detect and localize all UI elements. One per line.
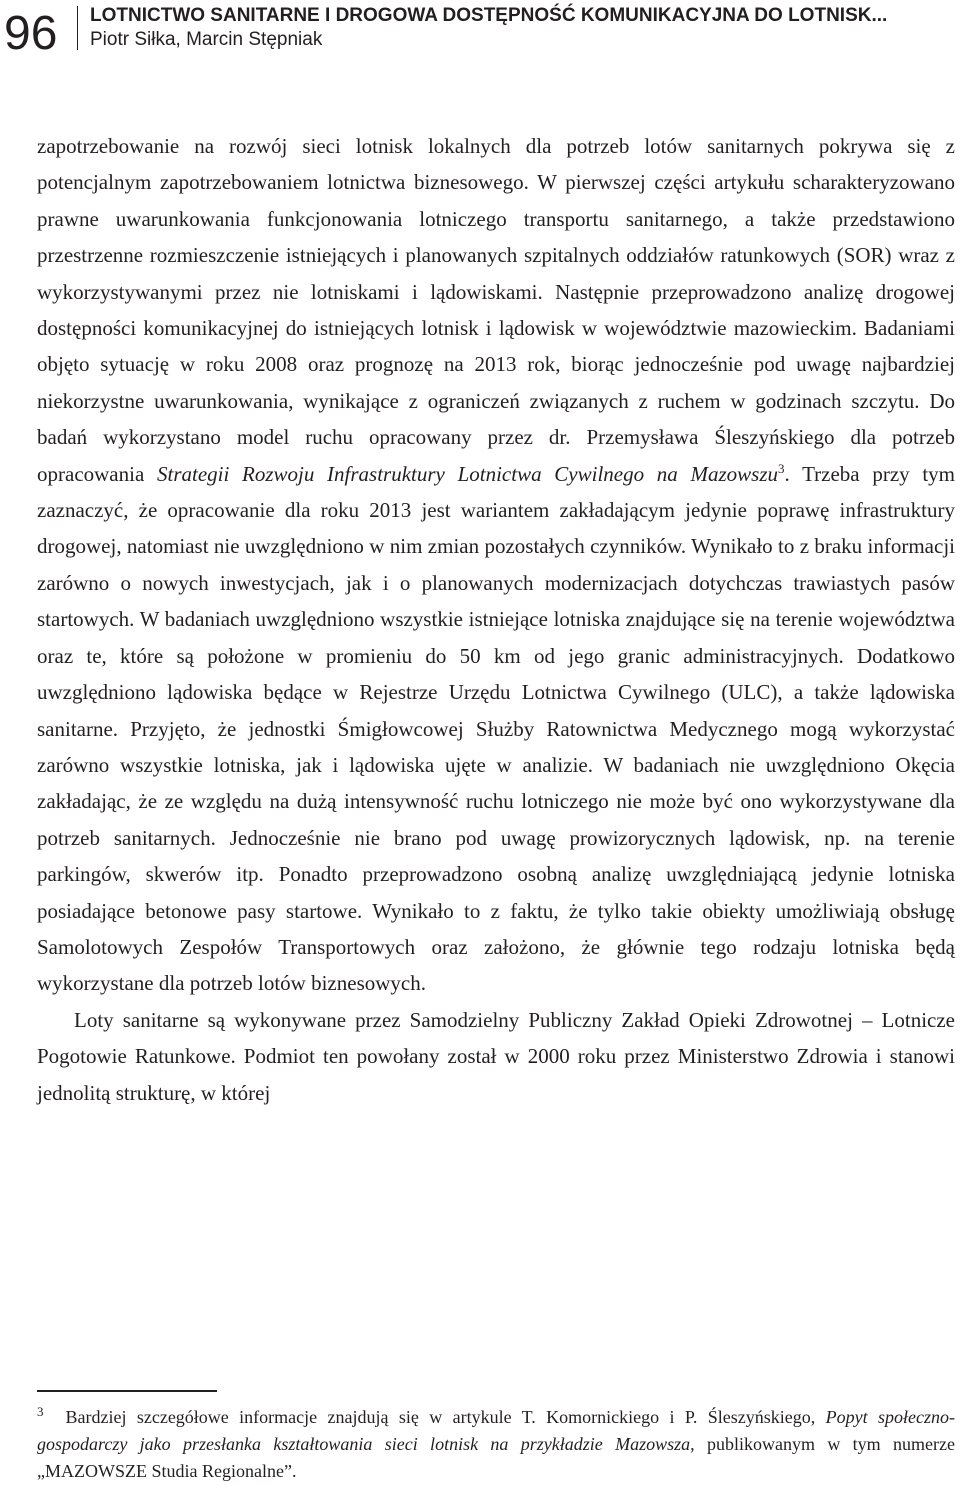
paragraph-text: W pierwszej części artykułu scharakteryzowano prawne uwarunkowania funkcjonowania lotniczego transportu sanitarnego, a także przedstawiono przestrzenne rozmieszczenie istniejących i planowanych szpitalnych oddziałów ratunkowych (SOR) wraz z wykorzystywanymi przez nie lotniskami i lądowiskami. Następnie przeprowadzono analizę drogowej dostępności komunikacyjnej do istniejących lotnisk i lądowisk w województwie mazowieckim. Badaniami objęto sytuację w roku 2008 oraz prognozę na 2013 rok, biorąc jednocześnie pod uwagę najbardziej niekorzystne uwarunkowania, wynikające z ograniczeń związanych z ruchem w godzinach szczytu. Do badań wykorzystano model ruchu opracowany przez dr. Przemysława Śleszyńskiego dla potrzeb opracowania [37,170,956,486]
footnote-text: Bardziej szczegółowe informacje znajdują się w artykule T. Komornickiego i P. Śleszyńskiego, [65,1407,816,1427]
paragraph: Loty sanitarne są wykonywane przez Samodzielny Publiczny Zakład Opieki Zdrowotnej – Lotnicze Pogotowie Ratunkowe. Podmiot ten powołany został w 2000 roku przez Ministerstwo Zdrowia i stanowi jednolitą strukturę, w której [37,1007,955,1105]
article-body [37,128,955,1111]
footnote-number: 3 [37,1404,44,1419]
header-divider [77,6,78,50]
paragraph-text: . Trzeba przy tym zaznaczyć, że opracowanie dla roku 2013 jest wariantem zakładającym jedynie poprawę infrastruktury drogowej, natomiast nie uwzględniono w nim zmian pozostałych czynników. Wynikało to z braku informacji zarówno o nowych inwestycjach, jak i o planowanych modernizacjach dotychczas trawiastych pasów startowych. W badaniach uwzględniono wszystkie istniejące lotniska znajdujące się na terenie województwa oraz te, które są położone w promieniu do 50 km od jego granic administracyjnych. Dodatkowo uwzględniono lądowiska będące w Rejestrze Urzędu Lotnictwa Cywilnego (ULC), a także lądowiska sanitarne. Przyjęto, że jednostki Śmigłowcowej Służby Ratownictwa Medycznego mogą wykorzystać zarówno wszystkie lotniska, jak i lądowiska ujęte w analizie. W badaniach nie uwzględniono Okęcia zakładając, że ze względu na dużą intensywność ruchu lotniczego nie może być ono wykorzystywane dla potrzeb sanitarnych. Jednocześnie nie brano pod uwagę prowizorycznych lądowisk, np. na terenie parkingów, skwerów itp. Ponadto przeprowadzono osobną analizę uwzględniającą jedynie lotniska posiadające betonowe pasy startowe. Wynikało to z faktu, że tylko takie obiekty umożliwiają obsługę Samolotowych Zespołów Transportowych oraz założono, że głównie tego rodzaju lotniska będą wykorzystane dla potrzeb lotów biznesowych. [37,461,955,996]
footnote-divider [37,1390,217,1392]
footnote-italic-title: Popyt społeczno-gospodarczy jako przesłanka kształtowania sieci lotnisk na przykładzie Mazowsza, [37,1407,956,1454]
italic-title: Strategii Rozwoju Infrastruktury Lotnictwa Cywilnego na Mazowszu [156,461,779,486]
running-authors: Piotr Siłka, Marcin Stępniak [90,29,323,50]
paragraph-text: zapotrzebowanie na rozwój sieci lotnisk lokalnych dla potrzeb lotów sanitarnych pokrywa się z potencjalnym zapotrzebowaniem lotnictwa biznesowego. [37,134,955,195]
footnote-reference[interactable]: 3 [778,460,785,476]
running-title: LOTNICTWO SANITARNE I DROGOWA DOSTĘPNOŚĆ KOMUNIKACYJNA DO LOTNISK... [90,5,888,26]
paragraph [37,128,955,1002]
footnote-text: publikowanym w tym numerze „MAZOWSZE Studia Regionalne”. [37,1434,955,1481]
page-number: 96 [4,7,58,60]
page-header [0,0,960,70]
footnote [37,1404,955,1485]
